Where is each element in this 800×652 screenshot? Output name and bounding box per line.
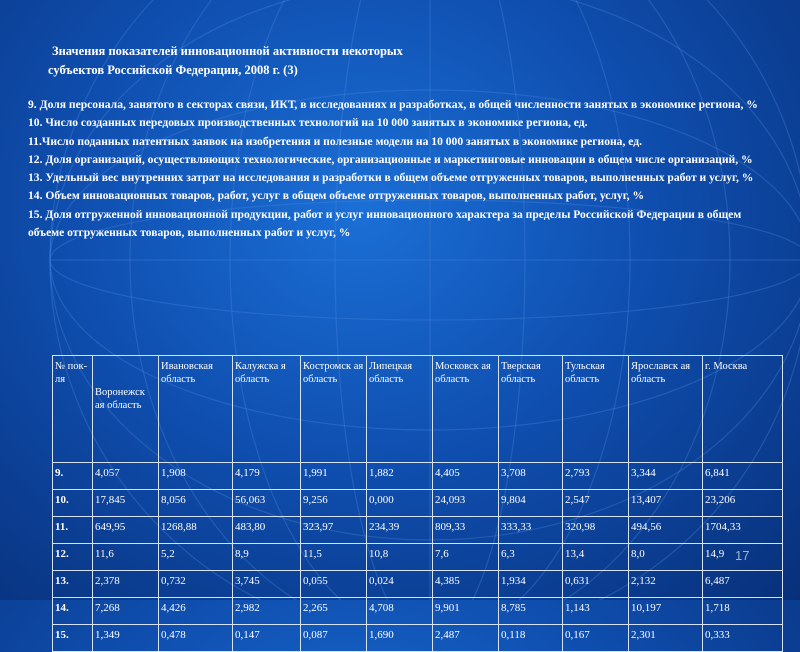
table-row xyxy=(53,544,783,571)
table-cell: 333,33 xyxy=(499,517,563,544)
legend-item-13: 13. Удельный вес внутренних затрат на исследования и разработки в общем объеме отгруженных товаров, выполненных работ и услуг, % xyxy=(28,171,754,185)
table-cell: 7,6 xyxy=(433,544,499,571)
legend-item-14: 14. Объем инновационных товаров, работ, услуг в общем объеме отгруженных товаров, выполненных работ, услуг, % xyxy=(28,189,645,203)
table-cell: 649,95 xyxy=(93,517,159,544)
table-cell: 10,197 xyxy=(629,598,703,625)
table-cell: 4,708 xyxy=(367,598,433,625)
table-cell: 0,333 xyxy=(703,625,783,652)
column-header: Липецкая область xyxy=(367,356,433,463)
table-cell: 11,5 xyxy=(301,544,367,571)
table-cell: 4,405 xyxy=(433,463,499,490)
column-header: Тверская область xyxy=(499,356,563,463)
title-line-1: Значения показателей инновационной активности некоторых xyxy=(52,44,403,58)
table-cell: 9,901 xyxy=(433,598,499,625)
table-cell: 1,908 xyxy=(159,463,233,490)
table-cell: 2,487 xyxy=(433,625,499,652)
table-row xyxy=(53,463,783,490)
table-cell: 809,33 xyxy=(433,517,499,544)
table-cell: 2,132 xyxy=(629,571,703,598)
table-cell: 11,6 xyxy=(93,544,159,571)
table-cell: 1704,33 xyxy=(703,517,783,544)
table-cell: 6,841 xyxy=(703,463,783,490)
table-cell: 0,087 xyxy=(301,625,367,652)
table-row xyxy=(53,490,783,517)
table-cell: 0,478 xyxy=(159,625,233,652)
table-cell: 13,4 xyxy=(563,544,629,571)
table-cell: 0,147 xyxy=(233,625,301,652)
table-cell: 8,9 xyxy=(233,544,301,571)
column-header: Московск ая область xyxy=(433,356,499,463)
table-cell: 0,167 xyxy=(563,625,629,652)
indicator-number-cell: 12. xyxy=(53,544,93,571)
table-cell: 494,56 xyxy=(629,517,703,544)
table-cell: 8,785 xyxy=(499,598,563,625)
indicator-number-cell: 15. xyxy=(53,625,93,652)
column-header: Костромск ая область xyxy=(301,356,367,463)
slide-title xyxy=(48,42,748,80)
table-cell: 1,991 xyxy=(301,463,367,490)
table-cell: 483,80 xyxy=(233,517,301,544)
table-cell: 234,39 xyxy=(367,517,433,544)
table-cell: 4,057 xyxy=(93,463,159,490)
column-header: Калужска я область xyxy=(233,356,301,463)
indicator-number-cell: 11. xyxy=(53,517,93,544)
table-cell: 4,179 xyxy=(233,463,301,490)
table-row xyxy=(53,598,783,625)
table-cell: 1,349 xyxy=(93,625,159,652)
table-cell: 8,056 xyxy=(159,490,233,517)
table-cell: 1268,88 xyxy=(159,517,233,544)
table-cell: 2,301 xyxy=(629,625,703,652)
column-header: Тульская область xyxy=(563,356,629,463)
table-cell: 0,118 xyxy=(499,625,563,652)
table-body xyxy=(53,463,783,652)
table-cell: 1,934 xyxy=(499,571,563,598)
table-cell: 5,2 xyxy=(159,544,233,571)
table-cell: 320,98 xyxy=(563,517,629,544)
table-cell: 2,265 xyxy=(301,598,367,625)
table-cell: 10,8 xyxy=(367,544,433,571)
table-cell: 3,708 xyxy=(499,463,563,490)
table-cell: 0,631 xyxy=(563,571,629,598)
table-cell: 1,143 xyxy=(563,598,629,625)
indicators-table xyxy=(52,355,783,652)
table-cell: 4,385 xyxy=(433,571,499,598)
indicator-number-cell: 13. xyxy=(53,571,93,598)
table-cell: 323,97 xyxy=(301,517,367,544)
table-cell: 3,344 xyxy=(629,463,703,490)
table-row xyxy=(53,571,783,598)
table-cell: 13,407 xyxy=(629,490,703,517)
table-cell: 24,093 xyxy=(433,490,499,517)
table-cell: 23,206 xyxy=(703,490,783,517)
table-cell: 6,487 xyxy=(703,571,783,598)
table-row xyxy=(53,517,783,544)
table-cell: 17,845 xyxy=(93,490,159,517)
table-cell: 4,426 xyxy=(159,598,233,625)
table-cell: 2,547 xyxy=(563,490,629,517)
title-line-2: субъектов Российской Федерации, 2008 г. (3) xyxy=(48,63,298,77)
table-cell: 2,793 xyxy=(563,463,629,490)
column-header: Ярославск ая область xyxy=(629,356,703,463)
table-cell: 0,055 xyxy=(301,571,367,598)
table-cell: 8,0 xyxy=(629,544,703,571)
table-cell: 7,268 xyxy=(93,598,159,625)
table-cell: 1,690 xyxy=(367,625,433,652)
table-header-row xyxy=(53,356,783,463)
column-header: Ивановская область xyxy=(159,356,233,463)
table-cell: 9,804 xyxy=(499,490,563,517)
column-header: г. Москва xyxy=(703,356,783,463)
table-cell: 6,3 xyxy=(499,544,563,571)
data-table-container xyxy=(52,355,783,652)
table-cell: 2,378 xyxy=(93,571,159,598)
table-cell: 0,000 xyxy=(367,490,433,517)
table-cell: 2,982 xyxy=(233,598,301,625)
page-number: 17 xyxy=(735,548,750,563)
legend-item-10: 10. Число созданных передовых производственных технологий на 10 000 занятых в экономике региона, ед. xyxy=(28,116,588,130)
legend-item-9: 9. Доля персонала, занятого в секторах связи, ИКТ, в исследованиях и разработках, в общей численности занятых в экономике региона, % xyxy=(28,98,758,111)
table-row xyxy=(53,625,783,652)
table-cell: 1,882 xyxy=(367,463,433,490)
table-cell: 56,063 xyxy=(233,490,301,517)
table-cell: 14,9 xyxy=(703,544,783,571)
legend-item-11: 11.Число поданных патентных заявок на изобретения и полезные модели на 10 000 занятых в экономике региона, ед. xyxy=(28,134,643,148)
indicator-legend xyxy=(28,96,758,242)
table-cell: 0,732 xyxy=(159,571,233,598)
legend-item-15: 15. Доля отгруженной инновационной продукции, работ и услуг инновационного характера за пределы Российской Федерации в общем объеме отгруженных товаров, выполненных работ и услуг, % xyxy=(28,207,742,240)
table-cell: 0,024 xyxy=(367,571,433,598)
table-cell: 9,256 xyxy=(301,490,367,517)
column-header: № пок-ля xyxy=(53,356,93,463)
indicator-number-cell: 10. xyxy=(53,490,93,517)
indicator-number-cell: 9. xyxy=(53,463,93,490)
column-header: Воронежск ая область xyxy=(93,356,159,463)
indicator-number-cell: 14. xyxy=(53,598,93,625)
table-cell: 1,718 xyxy=(703,598,783,625)
legend-item-12: 12. Доля организаций, осуществляющих технологические, организационные и маркетинговые инновации в общем числе организаций, % xyxy=(28,152,753,166)
table-cell: 3,745 xyxy=(233,571,301,598)
